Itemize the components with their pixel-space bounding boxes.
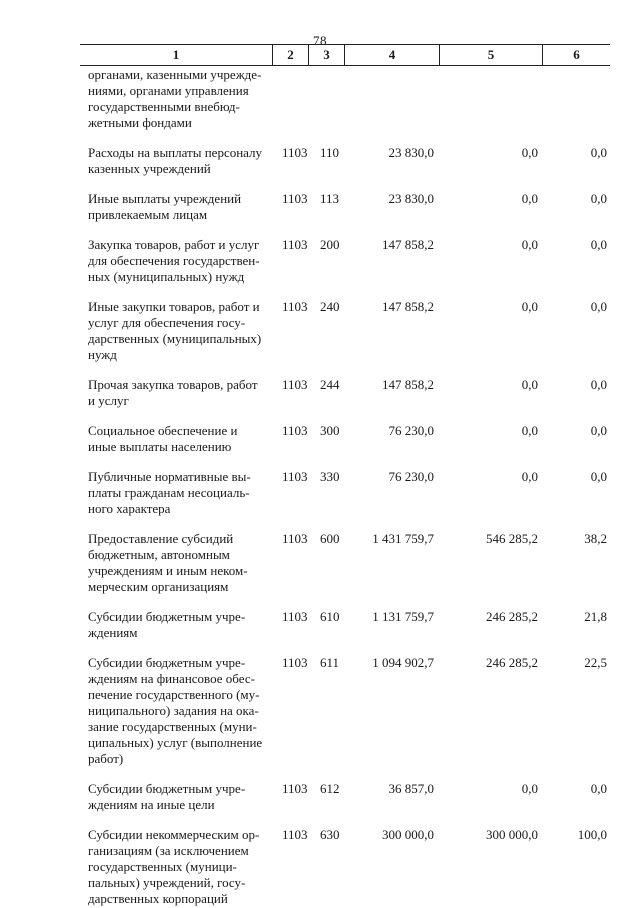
table-row [0, 145, 640, 177]
row-value-6: 0,0 [590, 299, 607, 314]
row-section: 1103 [282, 191, 308, 206]
header-col-1: 1 [80, 45, 273, 65]
header-col-4: 4 [345, 45, 440, 65]
row-value-4: 1 131 759,7 [372, 609, 434, 624]
row-name: Расходы на выплаты персоналу казенных учреждений [88, 145, 263, 176]
row-value-4: 76 230,0 [388, 423, 434, 438]
row-name: Субсидии некоммерческим ор- ганизациям (за исключением государственных (муници- пальных) учреждений, госу- дарственных корпораций [88, 827, 260, 906]
row-code: 610 [320, 609, 340, 624]
row-code: 113 [320, 191, 340, 206]
row-code: 240 [320, 299, 340, 314]
row-section: 1103 [282, 531, 308, 546]
row-section: 1103 [282, 145, 308, 160]
table-row [0, 299, 640, 363]
row-name: Субсидии бюджетным учре- ждениям на иные цели [88, 781, 246, 812]
row-value-6: 0,0 [590, 191, 607, 206]
row-value-5: 546 285,2 [486, 531, 538, 546]
table-row [0, 67, 640, 131]
row-value-4: 147 858,2 [382, 377, 434, 392]
table-header [80, 44, 610, 66]
row-section: 1103 [282, 299, 308, 314]
row-code: 244 [320, 377, 340, 392]
row-section: 1103 [282, 469, 308, 484]
table-row [0, 781, 640, 813]
row-value-4: 76 230,0 [388, 469, 434, 484]
table-row [0, 469, 640, 517]
table-body [0, 67, 640, 907]
table-row [0, 423, 640, 455]
row-name: Закупка товаров, работ и услуг для обеспечения государствен- ных (муниципальных) нужд [88, 237, 260, 284]
row-value-5: 0,0 [521, 145, 538, 160]
row-value-6: 22,5 [584, 655, 607, 670]
row-name: Субсидии бюджетным учре- ждениям на финансовое обес- печение государственного (му- ниципального) задания на ока- зание государственных (муни- ципальных) услуг (выполнение работ) [88, 655, 263, 766]
row-name: Иные выплаты учреждений привлекаемым лицам [88, 191, 242, 222]
row-value-6: 21,8 [584, 609, 607, 624]
row-code: 600 [320, 531, 340, 546]
row-section: 1103 [282, 423, 308, 438]
row-section: 1103 [282, 781, 308, 796]
row-value-4: 147 858,2 [382, 237, 434, 252]
row-value-6: 0,0 [590, 237, 607, 252]
row-value-5: 0,0 [521, 423, 538, 438]
table-row [0, 827, 640, 907]
table-row [0, 609, 640, 641]
row-name: Субсидии бюджетным учре- ждениям [88, 609, 246, 640]
header-col-2: 2 [273, 45, 309, 65]
header-col-6: 6 [573, 47, 580, 62]
row-value-5: 0,0 [521, 469, 538, 484]
row-value-4: 23 830,0 [388, 145, 434, 160]
row-value-4: 36 857,0 [388, 781, 434, 796]
row-value-6: 38,2 [584, 531, 607, 546]
row-section: 1103 [282, 655, 308, 670]
row-value-5: 0,0 [521, 781, 538, 796]
row-code: 110 [320, 145, 340, 160]
row-section: 1103 [282, 609, 308, 624]
row-section: 1103 [282, 827, 308, 842]
row-value-6: 0,0 [590, 469, 607, 484]
row-value-6: 0,0 [590, 377, 607, 392]
header-col-3: 3 [309, 45, 345, 65]
page-number: 78 [313, 33, 327, 48]
table-row [0, 531, 640, 595]
row-name: Публичные нормативные вы- платы гражданам несоциаль- ного характера [88, 469, 251, 516]
row-value-4: 147 858,2 [382, 299, 434, 314]
header-col-5: 5 [440, 45, 543, 65]
row-value-4: 23 830,0 [388, 191, 434, 206]
row-code: 300 [320, 423, 340, 438]
row-value-6: 0,0 [590, 423, 607, 438]
row-code: 330 [320, 469, 340, 484]
row-value-4: 1 431 759,7 [372, 531, 434, 546]
row-code: 630 [320, 827, 340, 842]
table-row [0, 237, 640, 285]
row-name: Прочая закупка товаров, работ и услуг [88, 377, 258, 408]
row-value-5: 0,0 [521, 299, 538, 314]
row-value-5: 246 285,2 [486, 655, 538, 670]
row-name: Социальное обеспечение и иные выплаты населению [88, 423, 238, 454]
row-section: 1103 [282, 377, 308, 392]
row-value-6: 0,0 [590, 781, 607, 796]
row-value-6: 0,0 [590, 145, 607, 160]
row-value-5: 246 285,2 [486, 609, 538, 624]
row-value-5: 0,0 [521, 191, 538, 206]
row-value-5: 300 000,0 [486, 827, 538, 842]
table-row [0, 191, 640, 223]
row-code: 611 [320, 655, 340, 670]
row-value-6: 100,0 [577, 827, 607, 842]
table-row [0, 655, 640, 767]
row-name: Предоставление субсидий бюджетным, автономным учреждениям и иным неком- мерческим организациям [88, 531, 248, 594]
row-code: 200 [320, 237, 340, 252]
row-code: 612 [320, 781, 340, 796]
row-section: 1103 [282, 237, 308, 252]
row-value-5: 0,0 [521, 377, 538, 392]
row-name: Иные закупки товаров, работ и услуг для обеспечения госу- дарственных (муниципальных) нужд [88, 299, 262, 362]
table-row [0, 377, 640, 409]
row-value-4: 1 094 902,7 [372, 655, 434, 670]
row-value-5: 0,0 [521, 237, 538, 252]
row-name: органами, казенными учрежде- ниями, органами управления государственными внебюд- жетными фондами [88, 67, 262, 130]
row-value-4: 300 000,0 [382, 827, 434, 842]
